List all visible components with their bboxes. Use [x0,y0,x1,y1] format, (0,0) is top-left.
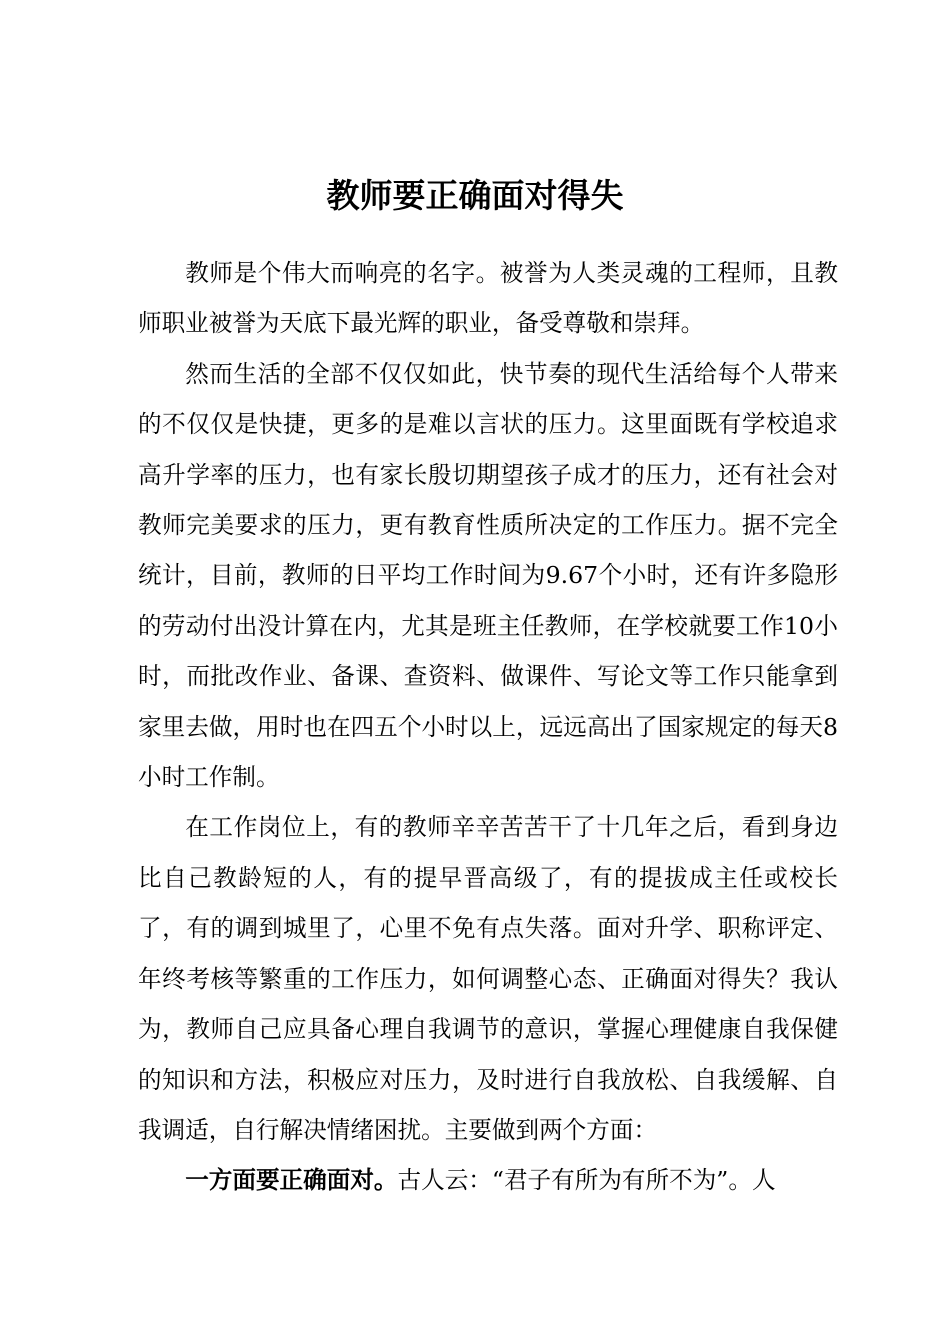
paragraph-3 [138,802,838,1155]
paragraph-4-text: 古人云：“君子有所为有所不为”。人 [397,1166,776,1195]
paragraph-4-lead: 一方面要正确面对。 [185,1166,398,1195]
paragraph-4 [138,1155,838,1205]
paragraph-3-text: 在工作岗位上，有的教师辛辛苦苦干了十几年之后，看到身边比自己教龄短的人，有的提早晋高级了，有的提拔成主任或校长了，有的调到城里了，心里不免有点失落。面对升学、职称评定、年终考核等繁重的工作压力，如何调整心态、正确面对得失？我认为，教师自己应具备心理自我调节的意识，掌握心理健康自我保健的知识和方法，积极应对压力，及时进行自我放松、自我缓解、自我调适，自行解决情绪困扰。主要做到两个方面： [138,813,838,1144]
paragraph-1 [138,248,838,349]
paragraph-2-text: 然而生活的全部不仅仅如此，快节奏的现代生活给每个人带来的不仅仅是快捷，更多的是难以言状的压力。这里面既有学校追求高升学率的压力，也有家长殷切期望孩子成才的压力，还有社会对教师完美要求的压力，更有教育性质所决定的工作压力。据不完全统计，目前，教师的日平均工作时间为9.67个小时，还有许多隐形的劳动付出没计算在内，尤其是班主任教师，在学校就要工作10小时，而批改作业、备课、查资料、做课件、写论文等工作只能拿到家里去做，用时也在四五个小时以上，远远高出了国家规定的每天8小时工作制。 [138,359,838,792]
document-body [138,248,838,1206]
paragraph-2 [138,349,838,803]
paragraph-1-text: 教师是个伟大而响亮的名字。被誉为人类灵魂的工程师，且教师职业被誉为天底下最光辉的职业，备受尊敬和崇拜。 [138,259,838,338]
document-title: 教师要正确面对得失 [326,176,624,215]
